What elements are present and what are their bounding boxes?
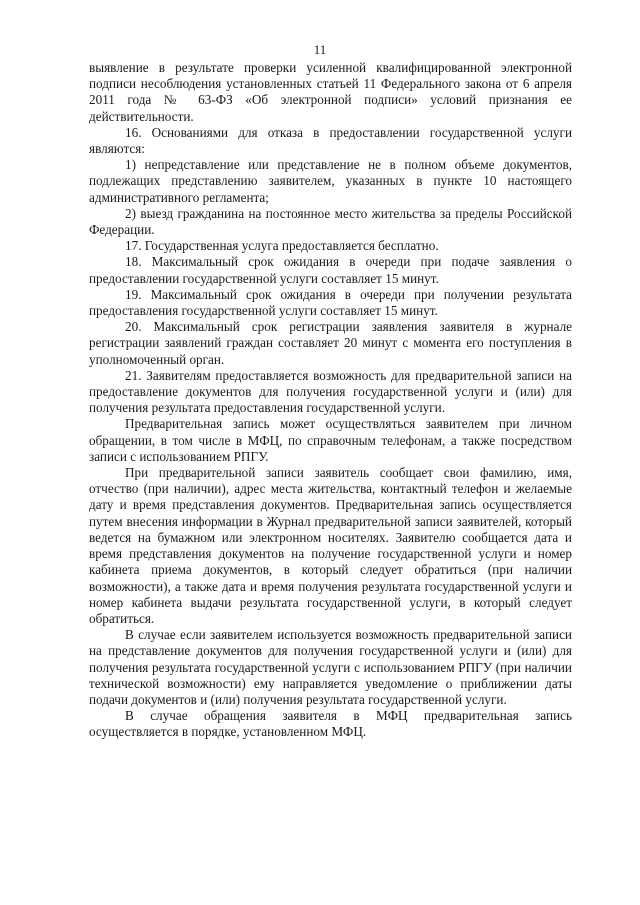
paragraph-17-free-service: 17. Государственная услуга предоставляется бесплатно.: [125, 238, 439, 254]
paragraph-16-refusal-grounds: 16. Основаниями для отказа в предоставлении государственной услуги являются:: [89, 124, 572, 157]
paragraph-pre-registration-methods: Предварительная запись может осуществляться заявителем при личном обращении, в том числе в МФЦ, по справочным телефонам, а также посредством записи с использованием РПГУ.: [89, 416, 572, 464]
document-body: [89, 60, 572, 741]
paragraph-20-registration-time: 20. Максимальный срок регистрации заявления заявителя в журнале регистрации заявлений граждан составляет 20 минут с момента его поступления в уполномоченный орган.: [89, 319, 572, 367]
paragraph-18-queue-submission: 18. Максимальный срок ожидания в очереди при подаче заявления о предоставлении государственной услуги составляет 15 минут.: [89, 254, 572, 286]
paragraph-16-item-2: 2) выезд гражданина на постоянное место жительства за пределы Российской Федерации.: [89, 205, 572, 238]
paragraph-signature-validity: выявление в результате проверки усиленной квалифицированной электронной подписи несоблюдения установленных статьей 11 Федерального закона от 6 апреля 2011 года № 63-ФЗ «Об электронной подписи» условий признания ее действительности.: [89, 60, 572, 124]
page-number: 11: [313, 42, 327, 57]
paragraph-16-item-1: 1) непредставление или представление не в полном объеме документов, подлежащих представлению заявителем, указанных в пункте 10 настоящего административного регламента;: [89, 157, 572, 205]
paragraph-19-queue-result: 19. Максимальный срок ожидания в очереди при получении результата предоставления государственной услуги составляет 15 минут.: [89, 286, 572, 319]
paragraph-pre-registration-details: При предварительной записи заявитель сообщает свои фамилию, имя, отчество (при наличии), адрес места жительства, контактный телефон и желаемые дату и время представления документов. Предварительная запись осуществляется путем внесения информации в Журнал предварительной записи заявителей, который ведется на бумажном или электронном носителях. Заявителю сообщается дата и время представления документов на получение государственной услуги и номер кабинета приема документов, в который следует обратиться (при наличии возможности), а также дата и время получения результата государственной услуги и номер кабинета выдачи результата государственной услуги, в который следует обратиться.: [89, 465, 572, 626]
paragraph-mfc-order: В случае обращения заявителя в МФЦ предварительная запись осуществляется в порядке, установленном МФЦ.: [89, 708, 572, 740]
paragraph-21-pre-registration: 21. Заявителям предоставляется возможность для предварительной записи на предоставление документов для получения государственной услуги и (или) для получения результата предоставления государственной услуги.: [89, 367, 572, 416]
paragraph-rpgu-notification: В случае если заявителем используется возможность предварительной записи на представление документов для получения государственной услуги и (или) для получения результата государственной услуги с использованием РПГУ (при наличии технической возможности) ему направляется уведомление о приближении даты подачи документов и (или) получения результата государственной услуги.: [89, 627, 572, 707]
